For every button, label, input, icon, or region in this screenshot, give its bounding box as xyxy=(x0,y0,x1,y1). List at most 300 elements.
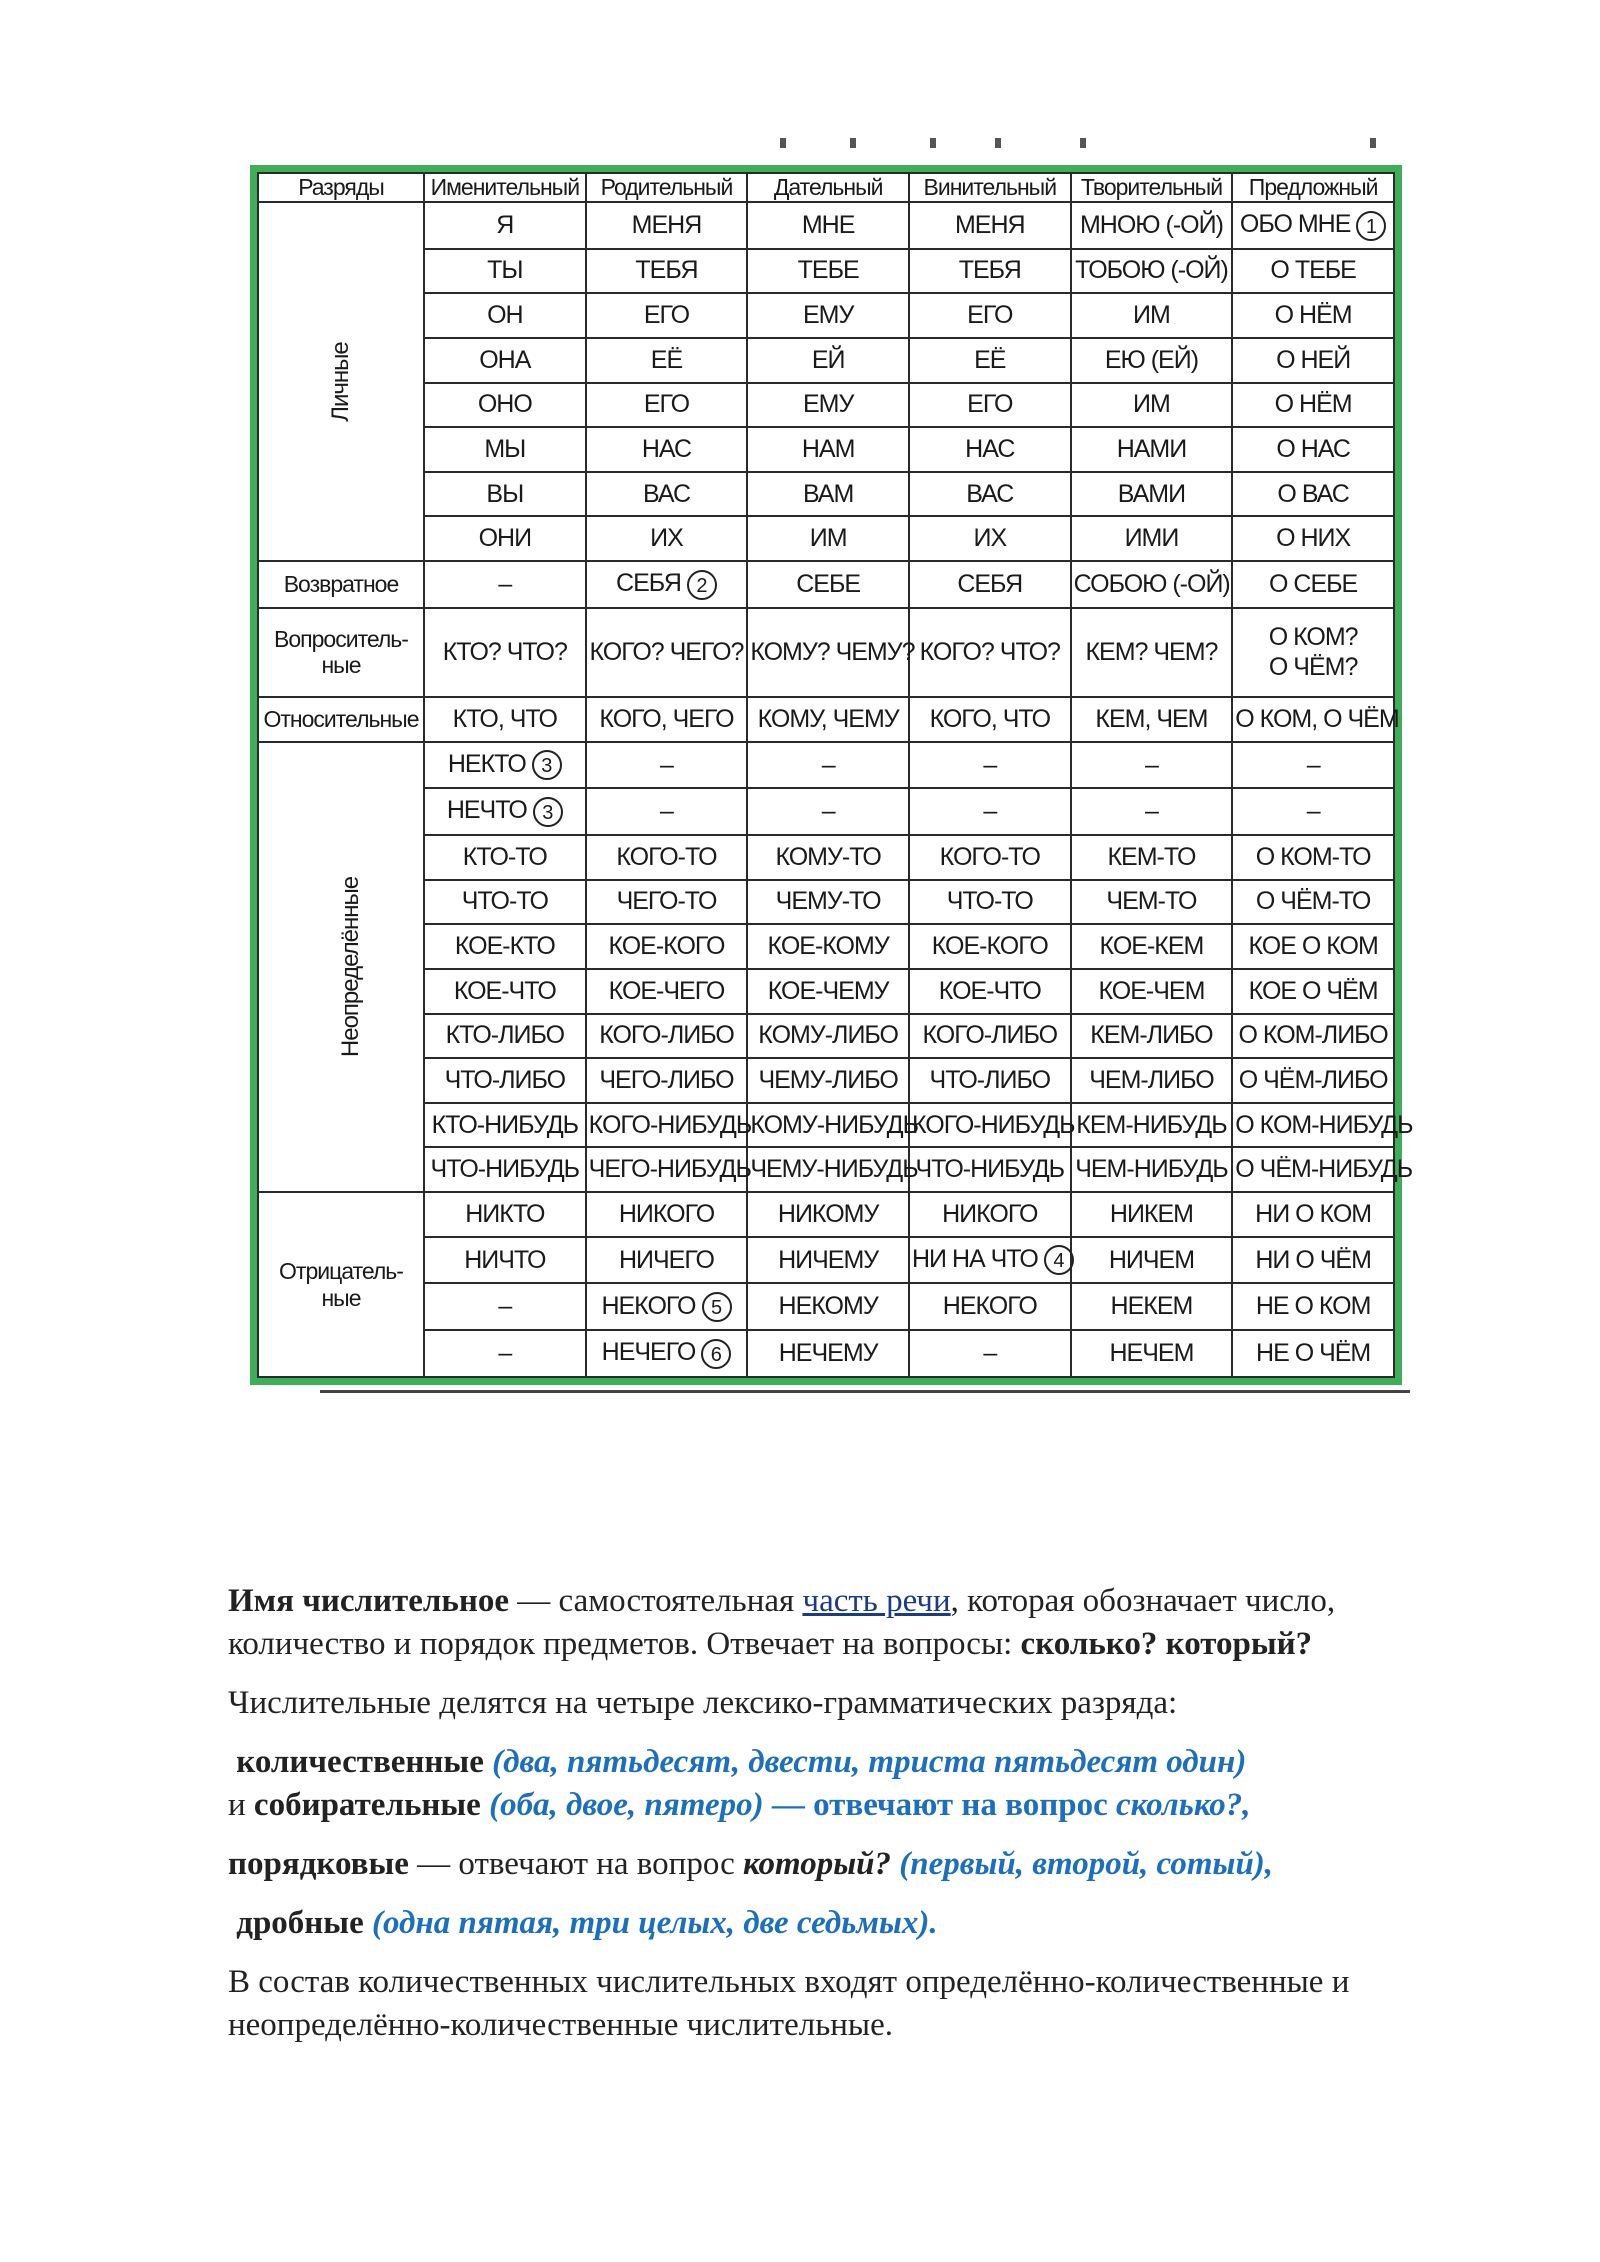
table-cell xyxy=(1232,1330,1394,1377)
cell-text: ЧТО-НИБУДЬ xyxy=(430,1155,580,1184)
table-cell xyxy=(1071,202,1233,249)
header-prepositional: Предложный xyxy=(1232,173,1394,202)
table-cell xyxy=(424,1147,586,1192)
table-cell xyxy=(586,516,748,561)
cell-text: – xyxy=(821,750,835,779)
table-cell xyxy=(1071,1192,1233,1237)
cell-text: КТО-НИБУДЬ xyxy=(431,1110,579,1139)
table-cell xyxy=(1232,427,1394,472)
cell-text: ТОБОЮ (-ОЙ) xyxy=(1075,256,1228,285)
table-cell xyxy=(747,608,915,697)
cell-text: ТЕБЯ xyxy=(635,256,698,285)
table-cell xyxy=(1232,1058,1394,1103)
table-cell xyxy=(424,1103,586,1148)
ordinal-examples: (первый, второй, сотый), xyxy=(890,1846,1274,1882)
cell-text: НИЧЕГО xyxy=(619,1245,714,1274)
table-cell xyxy=(1232,835,1394,880)
cell-text: – xyxy=(983,1339,997,1368)
table-cell xyxy=(424,249,586,294)
table-cell xyxy=(586,742,748,789)
cell-text: КОЕ-КОГО xyxy=(608,932,725,961)
table-row xyxy=(258,835,1394,880)
table-cell xyxy=(909,969,1071,1014)
table-cell xyxy=(1071,383,1233,428)
table-cell xyxy=(1232,1103,1413,1148)
cell-text: НАС xyxy=(641,435,692,464)
cell-text: ЧЕМУ-ЛИБО xyxy=(758,1066,898,1094)
cell-text: ЕЮ (ЕЙ) xyxy=(1104,345,1199,374)
cell-text: – xyxy=(1306,797,1320,826)
table-cell xyxy=(586,697,748,742)
table-cell xyxy=(909,249,1071,294)
cell-text: О НИХ xyxy=(1276,524,1351,553)
table-cell xyxy=(747,249,909,294)
table-cell xyxy=(1071,249,1233,294)
header-dative: Дательный xyxy=(747,173,909,202)
cell-text: НИЧЕМУ xyxy=(778,1245,879,1274)
cell-text: ЕМУ xyxy=(802,301,854,330)
cell-text: МНЕ xyxy=(801,210,855,239)
cell-text: – xyxy=(660,750,673,779)
table-cell xyxy=(909,472,1071,517)
table-cell xyxy=(424,969,586,1014)
category-label: Вопроситель- ные xyxy=(274,625,408,679)
table-cell xyxy=(424,293,586,338)
header-accusative: Винительный xyxy=(909,173,1071,202)
cell-text: – xyxy=(1145,797,1158,826)
category-cell-relative xyxy=(258,697,424,742)
cell-text: СЕБЯ xyxy=(957,569,1023,598)
table-cell xyxy=(747,338,909,383)
table-cell xyxy=(747,1330,909,1377)
cell-text: ЧТО-ТО xyxy=(461,887,548,916)
table-row xyxy=(258,293,1394,338)
cell-text: КОГО-ТО xyxy=(939,842,1040,871)
table-cell xyxy=(747,788,909,835)
table-cell xyxy=(909,516,1071,561)
table-cell xyxy=(747,293,909,338)
cell-text: ЧЕГО-ЛИБО xyxy=(599,1066,734,1094)
table-cell xyxy=(1071,427,1233,472)
table-cell xyxy=(424,742,586,789)
category-label: Неопределённые xyxy=(337,877,365,1058)
table-cell xyxy=(747,697,909,742)
cell-text: НЕКОМУ xyxy=(778,1292,878,1321)
cell-text: КОЕ-ЧЕМУ xyxy=(767,976,889,1005)
table-cell xyxy=(747,835,909,880)
table-cell xyxy=(747,1237,909,1284)
table-cell xyxy=(586,338,748,383)
table-row xyxy=(258,1283,1394,1330)
table-row xyxy=(258,1103,1394,1148)
cell-text: КОМУ-ЛИБО xyxy=(758,1021,898,1050)
cell-text: О ЧЁМ-НИБУДЬ xyxy=(1235,1155,1413,1184)
cell-text: ЕЁ xyxy=(974,345,1006,374)
fractional-examples: (одна пятая, три целых, две седьмых). xyxy=(371,1905,938,1941)
cell-text: ЕГО xyxy=(967,301,1013,330)
table-row xyxy=(258,880,1394,925)
cell-text: СЕБЯ xyxy=(616,569,681,598)
table-cell xyxy=(1071,608,1233,697)
cell-text: ИМ xyxy=(809,524,847,553)
table-cell xyxy=(424,516,586,561)
cell-text: НИКОМУ xyxy=(777,1199,879,1228)
header-genitive: Родительный xyxy=(586,173,748,202)
cell-text: НИ О ЧЁМ xyxy=(1255,1245,1371,1274)
table-cell xyxy=(424,924,586,969)
table-cell xyxy=(747,1147,918,1192)
cell-text: КОЕ-КЕМ xyxy=(1099,932,1204,961)
table-cell xyxy=(909,1330,1071,1377)
table-cell xyxy=(424,472,586,517)
cell-text: КОГО, ЧТО xyxy=(929,704,1051,733)
table-row xyxy=(258,516,1394,561)
table-cell xyxy=(1071,472,1233,517)
cell-text: ОНИ xyxy=(478,524,532,553)
category-label: Личные xyxy=(326,342,354,422)
cell-text: ОНО xyxy=(477,390,532,419)
cell-text: ЕГО xyxy=(967,390,1013,419)
table-cell xyxy=(1232,1237,1394,1284)
table-cell xyxy=(424,1014,586,1059)
cell-text: НИКОГО xyxy=(942,1199,1038,1228)
cell-text: НЕКОГО xyxy=(942,1292,1037,1321)
paragraph-definition: Имя числительное — самостоятельная часть речи, которая обозначает число, количество и порядок предметов. Отвечает на вопросы: сколько? который? xyxy=(228,1583,1336,1662)
table-cell xyxy=(1232,742,1394,789)
table-row xyxy=(258,1014,1394,1059)
table-row xyxy=(258,1237,1394,1284)
cell-text: – xyxy=(983,750,997,779)
table-cell xyxy=(747,924,909,969)
cell-text: ТЕБЯ xyxy=(958,256,1021,285)
cell-text: – xyxy=(1306,750,1320,779)
table-cell xyxy=(909,835,1071,880)
cell-text: О СЕБЕ xyxy=(1269,569,1358,598)
cell-text: ТЕБЕ xyxy=(797,256,859,285)
table-cell xyxy=(1232,249,1394,294)
table-cell xyxy=(1232,697,1399,742)
table-cell xyxy=(586,1192,748,1237)
table-header-row xyxy=(258,173,1394,202)
cell-text: О НАС xyxy=(1276,435,1350,464)
table-cell xyxy=(586,880,748,925)
table-cell xyxy=(1071,742,1233,789)
table-row xyxy=(258,924,1394,969)
table-cell xyxy=(586,383,748,428)
cell-text: ЧЕМ-ЛИБО xyxy=(1089,1066,1214,1094)
cell-text: – xyxy=(498,1292,512,1321)
part-of-speech-link[interactable]: часть речи xyxy=(802,1583,951,1619)
table-cell xyxy=(909,293,1071,338)
questions: сколько? который? xyxy=(1020,1626,1313,1662)
scan-artifact-dots xyxy=(780,138,1380,158)
table-cell xyxy=(909,383,1071,428)
cell-text: НЕКОГО xyxy=(601,1291,696,1320)
cell-text: О ЧЁМ-ЛИБО xyxy=(1238,1066,1388,1094)
table-cell xyxy=(1071,969,1233,1014)
cell-text: ИМ xyxy=(1133,390,1170,419)
cell-text: ЧТО-ТО xyxy=(946,887,1033,916)
table-row xyxy=(258,383,1394,428)
cell-text: НИ НА ЧТО xyxy=(911,1244,1038,1273)
table-cell xyxy=(747,1014,909,1059)
table-cell xyxy=(424,383,586,428)
table-cell xyxy=(424,788,586,835)
table-cell xyxy=(424,697,586,742)
paragraph-fractional xyxy=(228,1902,1488,1945)
footnote-number-badge: 6 xyxy=(701,1339,731,1369)
cell-text: КОГО-ТО xyxy=(616,842,717,871)
table-cell xyxy=(1232,561,1394,608)
cell-text: КОЕ О КОМ xyxy=(1248,932,1378,961)
table-cell xyxy=(424,1283,586,1330)
table-row xyxy=(258,427,1394,472)
table-cell xyxy=(1071,1147,1233,1192)
cell-text: НИКОГО xyxy=(618,1199,715,1228)
numeral-article xyxy=(228,1580,1488,2063)
table-row xyxy=(258,472,1394,517)
table-cell xyxy=(1071,1330,1233,1377)
ordinal-question: который? xyxy=(743,1846,891,1882)
cell-text: ЧТО-НИБУДЬ xyxy=(915,1155,1065,1184)
footnote-number-badge: 1 xyxy=(1356,211,1386,241)
term-fractional: дробные xyxy=(236,1905,364,1941)
cell-text: КОГО, ЧЕГО xyxy=(599,704,734,733)
table-cell xyxy=(586,1283,748,1330)
table-cell xyxy=(909,1283,1071,1330)
table-cell xyxy=(747,742,909,789)
table-cell xyxy=(1071,1283,1233,1330)
table-cell xyxy=(1232,1014,1394,1059)
paragraph-ordinal: порядковые — отвечают на вопрос который? (первый, второй, сотый), xyxy=(228,1846,1274,1882)
cell-text: ЕЁ xyxy=(650,345,683,374)
table-cell xyxy=(424,1330,586,1377)
table-cell xyxy=(586,427,748,472)
table-row xyxy=(258,608,1394,697)
cell-text: О ТЕБЕ xyxy=(1270,256,1356,285)
cell-text: ЧЕМ-ТО xyxy=(1106,887,1197,916)
table-cell xyxy=(909,880,1071,925)
table-cell xyxy=(909,924,1071,969)
table-cell xyxy=(747,969,909,1014)
table-cell xyxy=(747,561,909,608)
cell-text: КЕМ-НИБУДЬ xyxy=(1076,1110,1227,1139)
cell-text: ЕМУ xyxy=(802,390,854,419)
scan-artifact-line xyxy=(320,1390,1410,1393)
cell-text: КОМУ, ЧЕМУ xyxy=(757,704,899,733)
table-cell xyxy=(1232,383,1394,428)
table-cell xyxy=(1232,880,1394,925)
table-row xyxy=(258,338,1394,383)
cell-text: НЕЧЕМУ xyxy=(778,1339,878,1368)
table-cell xyxy=(586,293,748,338)
cell-text: НЕЧТО xyxy=(446,796,527,825)
footnote-number-badge: 4 xyxy=(1044,1245,1074,1275)
table-cell xyxy=(747,880,909,925)
cell-text: ЧЕМУ-НИБУДЬ xyxy=(750,1155,918,1184)
category-cell-personal xyxy=(258,202,424,561)
footnote-number-badge: 3 xyxy=(533,797,563,827)
table-cell xyxy=(909,1147,1071,1192)
table-cell xyxy=(586,202,748,249)
cell-text: НИКТО xyxy=(465,1199,545,1228)
cell-text: ОН xyxy=(487,301,523,330)
cell-text: КТО-ЛИБО xyxy=(445,1021,565,1050)
table-row xyxy=(258,1147,1394,1192)
category-label: Возвратное xyxy=(283,571,399,598)
cell-text: НЕ О КОМ xyxy=(1255,1292,1371,1321)
cell-text: КОГО? ЧТО? xyxy=(919,637,1060,666)
table-cell xyxy=(909,608,1071,697)
cell-text: НИЧЕМ xyxy=(1108,1245,1195,1274)
cell-text: СЕБЕ xyxy=(796,569,861,598)
cell-text: ВАС xyxy=(966,479,1014,508)
cell-text: КЕМ-ЛИБО xyxy=(1090,1021,1213,1050)
table-cell xyxy=(747,1192,909,1237)
table-cell xyxy=(909,338,1071,383)
table-cell xyxy=(1071,1014,1233,1059)
table-cell xyxy=(1071,1103,1233,1148)
cell-text: ЕГО xyxy=(643,390,690,419)
cell-text: ЧТО-ЛИБО xyxy=(444,1066,566,1094)
table-row xyxy=(258,249,1394,294)
table-cell xyxy=(909,697,1071,742)
paragraph-categories-intro: Числительные делятся на четыре лексико-грамматических разряда: xyxy=(228,1685,1178,1721)
footnote-number-badge: 5 xyxy=(702,1292,732,1322)
table-cell xyxy=(586,1014,748,1059)
cell-text: ИХ xyxy=(650,524,683,553)
quantitative-examples: (два, пятьдесят, двести, триста пятьдесят один) xyxy=(492,1744,1247,1780)
table-cell xyxy=(586,1330,748,1377)
cell-text: МЕНЯ xyxy=(954,210,1025,239)
table-body xyxy=(258,202,1413,1377)
cell-text: КОЕ-ЧТО xyxy=(453,976,556,1005)
cell-text: ОБО МНЕ xyxy=(1239,210,1351,239)
cell-text: МНОЮ (-ОЙ) xyxy=(1079,210,1223,239)
table-cell xyxy=(424,1237,586,1284)
cell-text: – xyxy=(498,1339,512,1368)
term-ordinal: порядковые xyxy=(228,1846,409,1882)
cell-text: О КОМ-НИБУДЬ xyxy=(1235,1110,1413,1139)
cell-text: КОГО-ЛИБО xyxy=(599,1021,734,1050)
table-cell xyxy=(909,202,1071,249)
table-cell xyxy=(909,427,1071,472)
table-cell xyxy=(1071,561,1233,608)
table-cell xyxy=(586,472,748,517)
cell-text: – xyxy=(498,569,512,598)
cell-text: ИХ xyxy=(973,524,1007,553)
table-cell xyxy=(586,1103,752,1148)
table-cell xyxy=(1232,608,1394,697)
table-row xyxy=(258,1192,1394,1237)
table-cell xyxy=(909,1192,1071,1237)
table-cell xyxy=(1232,924,1394,969)
table-cell xyxy=(747,1283,909,1330)
cell-text: ЕЙ xyxy=(811,345,845,374)
table-cell xyxy=(586,788,748,835)
table-cell xyxy=(1071,697,1233,742)
cell-text: НАМ xyxy=(801,435,855,464)
cell-text: НЕКТО xyxy=(447,749,526,778)
table-cell xyxy=(747,1103,919,1148)
cell-text: КОМУ? ЧЕМУ? xyxy=(750,637,915,666)
cell-text: О КОМ, О ЧЁМ xyxy=(1235,704,1399,733)
term-quantitative: количественные xyxy=(236,1744,484,1780)
table-cell xyxy=(586,1058,748,1103)
cell-text: КОЕ-КОМУ xyxy=(767,932,889,961)
table-cell xyxy=(1232,788,1394,835)
table-cell xyxy=(1071,835,1233,880)
table-cell xyxy=(424,561,586,608)
table-cell xyxy=(1232,338,1394,383)
cell-text: КОГО? ЧЕГО? xyxy=(589,637,744,666)
term-collective: собирательные xyxy=(253,1787,481,1823)
table-cell xyxy=(424,1058,586,1103)
table-cell xyxy=(747,516,909,561)
table-cell xyxy=(424,1192,586,1237)
table-cell xyxy=(1071,924,1233,969)
table-cell xyxy=(586,608,748,697)
table-cell xyxy=(909,561,1071,608)
cell-text: О НЕЙ xyxy=(1276,345,1351,374)
table-row xyxy=(258,1330,1394,1377)
cell-text: КЕМ, ЧЕМ xyxy=(1095,704,1208,733)
table-cell xyxy=(1071,1237,1233,1284)
header-category: Разряды xyxy=(258,173,424,202)
category-cell-indefinite xyxy=(258,742,424,1192)
table-cell xyxy=(909,1058,1071,1103)
table-cell xyxy=(586,924,748,969)
table-cell xyxy=(586,835,748,880)
cell-text: КОЕ-КТО xyxy=(454,932,555,961)
table-row xyxy=(258,1058,1394,1103)
cell-text: КОГО-НИБУДЬ xyxy=(911,1110,1075,1139)
cell-text: О ЧЁМ-ТО xyxy=(1255,887,1371,916)
cell-text: НЕЧЕГО xyxy=(601,1338,696,1367)
table-cell xyxy=(1232,1147,1413,1192)
cell-text: КЕМ? ЧЕМ? xyxy=(1085,637,1218,666)
table-cell xyxy=(909,788,1071,835)
table-cell xyxy=(586,1147,751,1192)
cell-text: Я xyxy=(496,210,514,239)
pronoun-declension-table xyxy=(257,172,1413,1378)
table-cell xyxy=(909,1237,1071,1284)
cell-text: НЕКЕМ xyxy=(1110,1292,1193,1321)
cell-text: О НЁМ xyxy=(1274,390,1352,419)
cell-text: КОГО-НИБУДЬ xyxy=(588,1110,752,1139)
cell-text: ТЫ xyxy=(487,256,523,285)
cell-text: НАМИ xyxy=(1116,435,1187,464)
table-row xyxy=(258,969,1394,1014)
cell-text: – xyxy=(1145,750,1158,779)
table-row xyxy=(258,742,1394,789)
table-cell xyxy=(909,742,1071,789)
cell-text: МЕНЯ xyxy=(631,210,702,239)
cell-text: КТО? ЧТО? xyxy=(442,637,567,666)
cell-text: КЕМ-ТО xyxy=(1107,842,1196,871)
category-label: Относительные xyxy=(263,706,419,733)
table-cell xyxy=(1071,516,1233,561)
cell-text: МЫ xyxy=(484,435,526,464)
table-cell xyxy=(424,608,586,697)
cell-text: ЧЕМУ-ТО xyxy=(775,887,881,916)
cell-text: КОГО-ЛИБО xyxy=(922,1021,1058,1050)
table-cell xyxy=(747,472,909,517)
cell-text: ВАМИ xyxy=(1117,479,1186,508)
table-cell xyxy=(424,427,586,472)
table-row xyxy=(258,697,1394,742)
table-cell xyxy=(1232,293,1394,338)
